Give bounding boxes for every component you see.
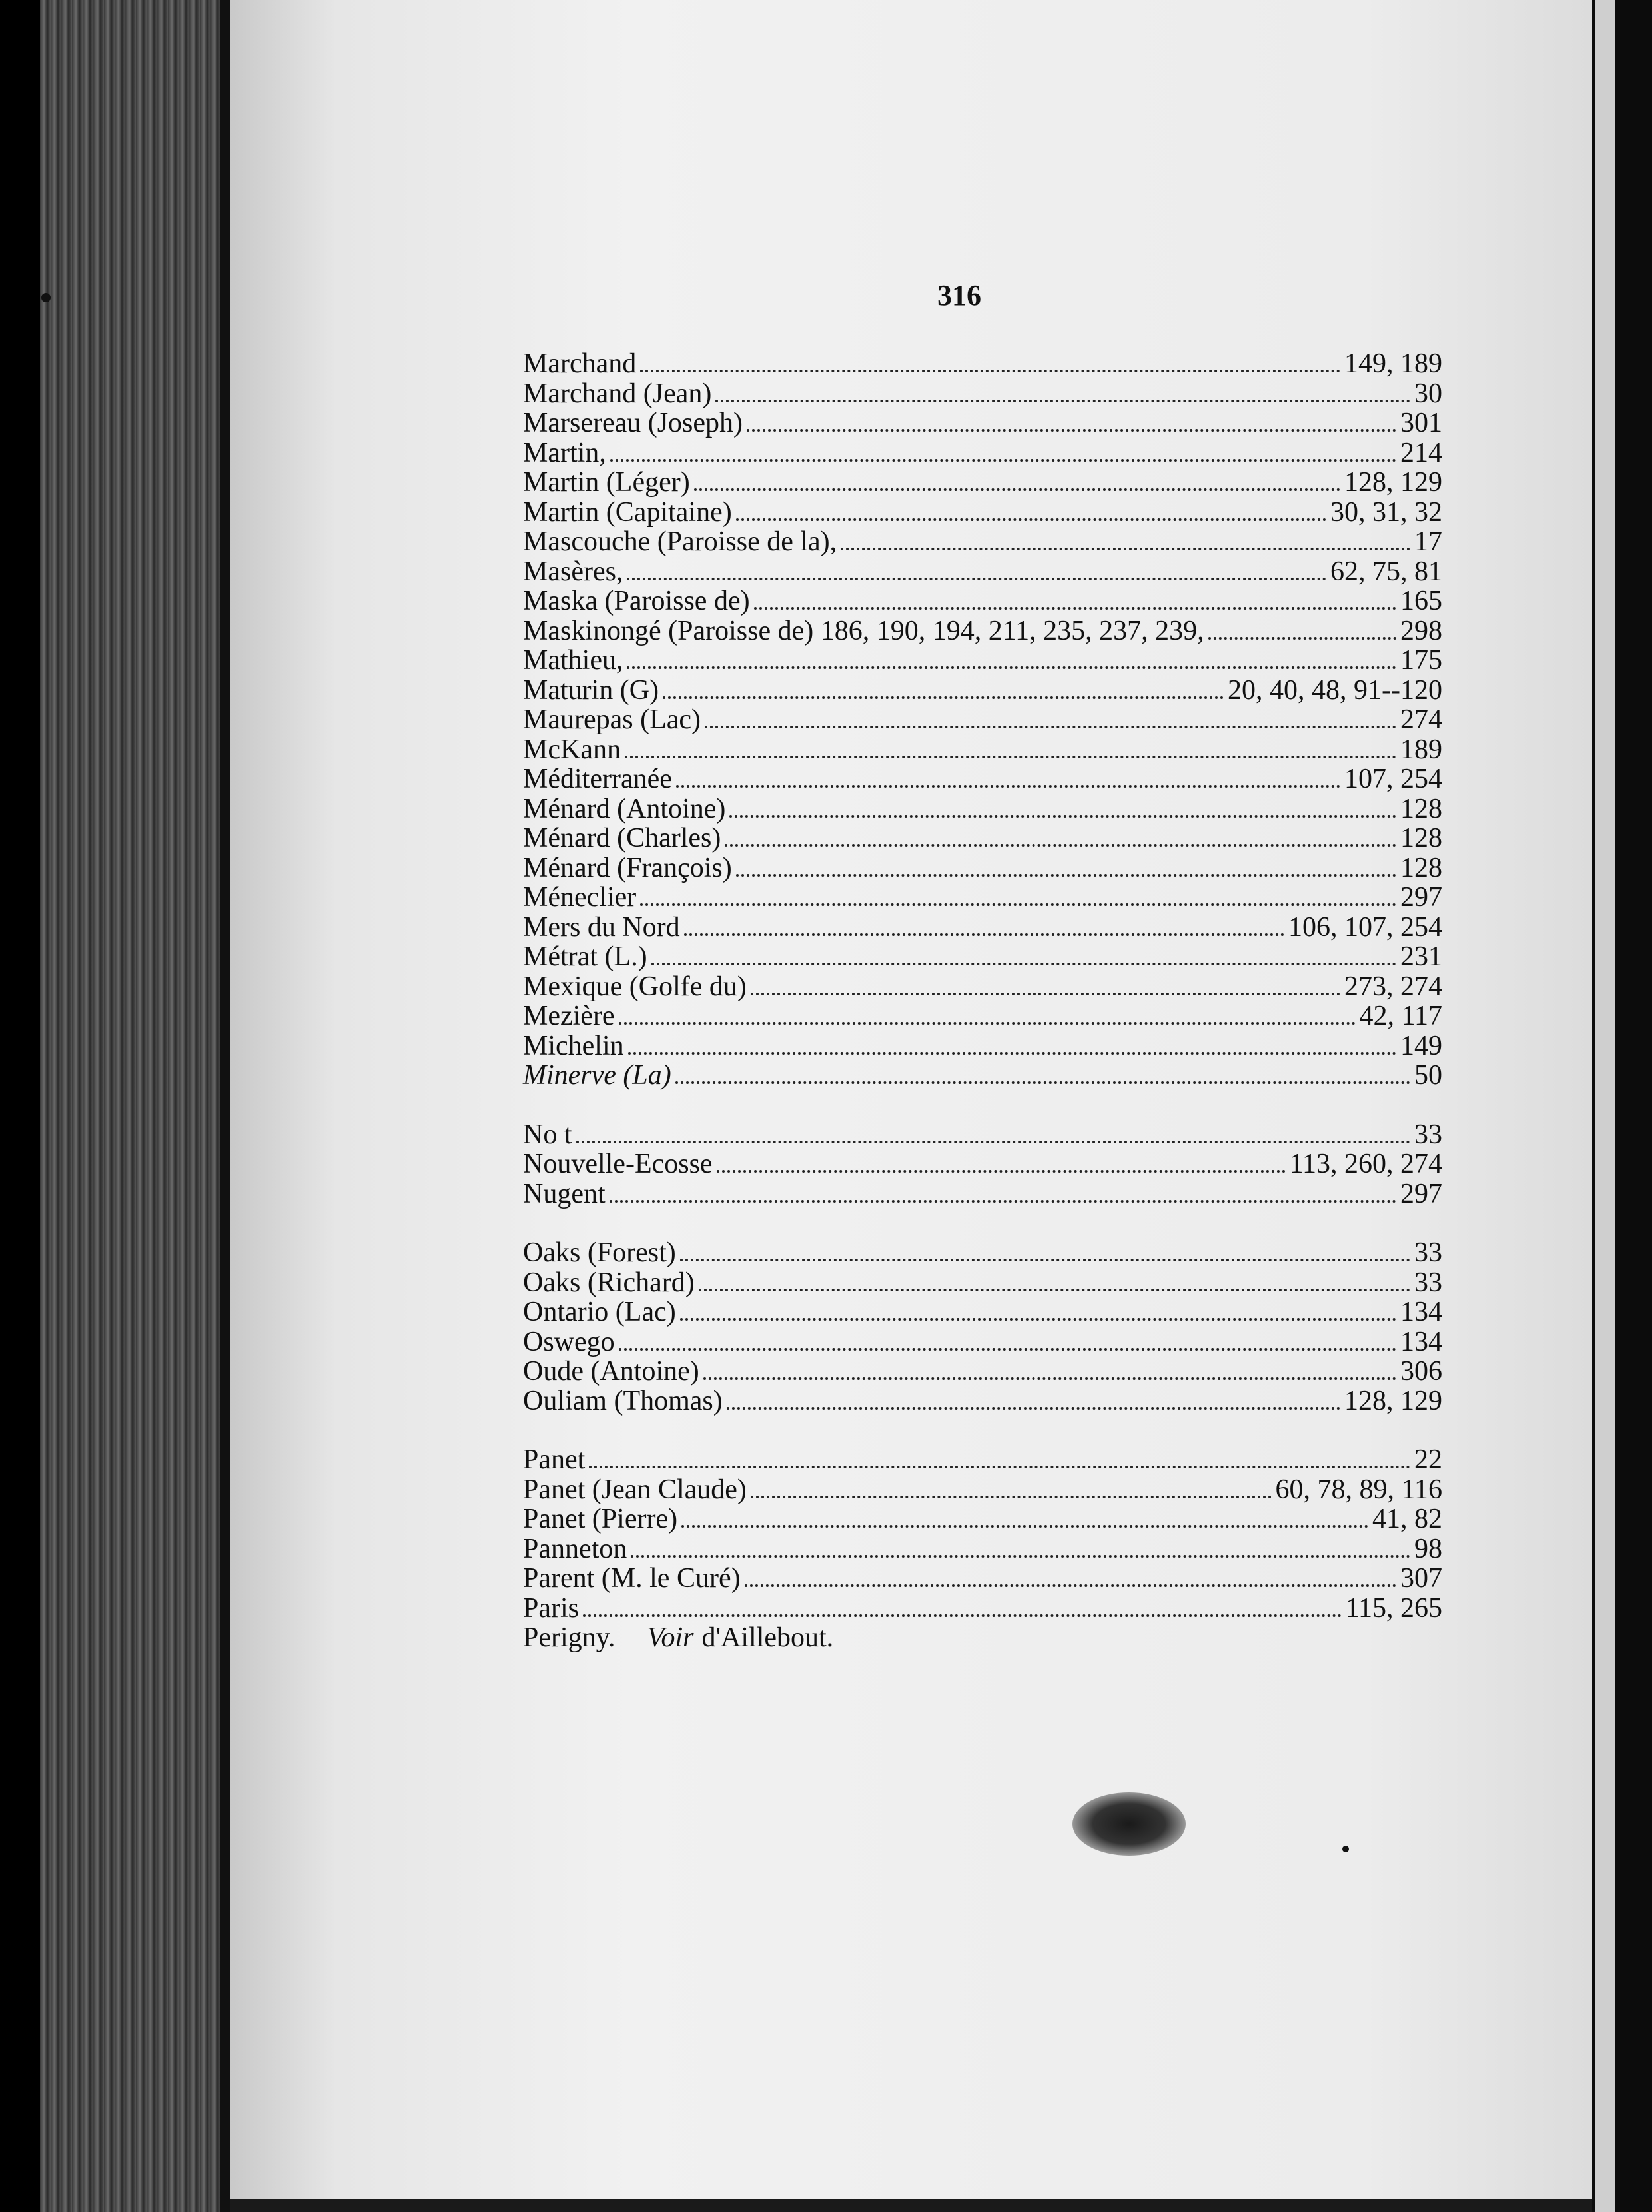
index-entry xyxy=(523,852,1442,882)
entry-name: Panet xyxy=(523,1444,586,1475)
ink-smudge xyxy=(1072,1792,1186,1856)
entry-name: Michelin xyxy=(523,1030,624,1061)
entry-pages: 33 xyxy=(1414,1237,1442,1268)
entry-name: Parent (M. le Curé) xyxy=(523,1563,741,1594)
cross-reference-voir: Voir xyxy=(647,1622,694,1653)
index-entry xyxy=(523,941,1442,971)
entry-name: Marchand (Jean) xyxy=(523,378,712,409)
index-entry xyxy=(523,437,1442,467)
entry-pages: 62, 75, 81 xyxy=(1330,556,1442,587)
dot-leader xyxy=(681,1525,1368,1528)
index-entry xyxy=(523,1296,1442,1326)
cross-reference-name: Perigny. xyxy=(523,1622,616,1653)
entry-pages: 22 xyxy=(1414,1444,1442,1475)
dot-leader xyxy=(651,963,1396,965)
entry-name: Oude (Antoine) xyxy=(523,1356,699,1386)
dot-leader xyxy=(751,1496,1272,1498)
entry-pages: 189 xyxy=(1400,734,1442,765)
dot-leader xyxy=(628,1052,1396,1055)
index-entry xyxy=(523,1059,1442,1089)
dot-leader xyxy=(576,1141,1411,1143)
index-entry xyxy=(523,526,1442,556)
dot-leader xyxy=(680,1318,1396,1321)
entry-pages: 307 xyxy=(1400,1563,1442,1594)
entry-name: Oaks (Forest) xyxy=(523,1237,676,1268)
dot-leader xyxy=(754,607,1396,610)
entry-name: Méneclier xyxy=(523,882,637,913)
index-entry xyxy=(523,1444,1442,1474)
entry-pages: 128 xyxy=(1400,793,1442,824)
entry-name: Marchand xyxy=(523,348,637,379)
index-entry xyxy=(523,1503,1442,1533)
index-entry xyxy=(523,971,1442,1001)
index-entry xyxy=(523,1592,1442,1622)
cross-reference-target: d'Aillebout. xyxy=(701,1622,834,1653)
dot-leader xyxy=(610,459,1396,462)
entry-pages: 17 xyxy=(1414,526,1442,557)
dot-leader xyxy=(663,696,1224,699)
entry-name: Maskinongé (Paroisse de) 186, 190, 194, 211, 235, 237, 239, xyxy=(523,615,1204,646)
dot-leader xyxy=(627,578,1326,580)
entry-pages: 165 xyxy=(1400,586,1442,616)
dot-leader xyxy=(619,1348,1396,1351)
entry-pages: 60, 78, 89, 116 xyxy=(1275,1474,1442,1505)
index-entry xyxy=(523,348,1442,378)
index-entry xyxy=(523,763,1442,793)
entry-pages: 306 xyxy=(1400,1356,1442,1386)
entry-pages: 42, 117 xyxy=(1359,1001,1442,1031)
book-spine xyxy=(40,0,240,2212)
entry-pages: 30 xyxy=(1414,378,1442,409)
index-entry xyxy=(523,1030,1442,1060)
dot-leader xyxy=(703,1377,1396,1380)
entry-name: Panet (Pierre) xyxy=(523,1504,678,1534)
index-entry xyxy=(523,704,1442,734)
dot-leader xyxy=(1208,637,1396,640)
entry-name: Mathieu, xyxy=(523,645,623,676)
entry-pages: 128 xyxy=(1400,823,1442,853)
entry-pages: 128, 129 xyxy=(1344,1385,1442,1416)
entry-name: Martin (Capitaine) xyxy=(523,496,732,528)
dot-leader xyxy=(640,903,1396,906)
entry-name: Ménard (Charles) xyxy=(523,823,721,853)
entry-name: Ménard (Antoine) xyxy=(523,793,726,824)
entry-pages: 231 xyxy=(1400,941,1442,972)
index-entry xyxy=(523,615,1442,645)
dot-leader xyxy=(694,488,1340,491)
entry-pages: 149 xyxy=(1400,1030,1442,1061)
index-entry xyxy=(523,466,1442,496)
dot-leader xyxy=(640,370,1340,372)
entry-name: Méditerranée xyxy=(523,764,672,794)
dot-leader xyxy=(841,548,1410,550)
section-gap xyxy=(523,1089,1442,1119)
entry-pages: 33 xyxy=(1414,1267,1442,1298)
entry-name: Maturin (G) xyxy=(523,674,659,706)
index-entry xyxy=(523,1474,1442,1504)
cross-reference-entry xyxy=(523,1622,1442,1652)
entry-pages: 297 xyxy=(1400,1178,1442,1209)
entry-name: Nugent xyxy=(523,1178,606,1209)
entry-name: Ontario (Lac) xyxy=(523,1297,676,1327)
entry-name: Ouliam (Thomas) xyxy=(523,1385,723,1416)
entry-pages: 301 xyxy=(1400,408,1442,438)
index-entry xyxy=(523,644,1442,674)
entry-pages: 107, 254 xyxy=(1344,764,1442,794)
entry-pages: 115, 265 xyxy=(1345,1592,1442,1624)
dot-leader xyxy=(684,933,1284,936)
entry-pages: 106, 107, 254 xyxy=(1288,911,1442,943)
entry-name: Mexique (Golfe du) xyxy=(523,971,747,1002)
index-entry xyxy=(523,556,1442,586)
dot-leader xyxy=(627,666,1396,669)
entry-name: Masères, xyxy=(523,556,623,587)
dot-leader xyxy=(610,1200,1396,1203)
entry-name: Martin, xyxy=(523,437,606,468)
section-gap xyxy=(523,1414,1442,1444)
index-entries xyxy=(523,348,1442,1652)
entry-pages: 33 xyxy=(1414,1119,1442,1150)
index-entry xyxy=(523,1178,1442,1208)
index-entry xyxy=(523,496,1442,526)
entry-name: Minerve (La) xyxy=(523,1060,671,1091)
entry-name: Panneton xyxy=(523,1533,627,1564)
index-entry xyxy=(523,1355,1442,1385)
entry-name: Paris xyxy=(523,1592,579,1624)
entry-pages: 128 xyxy=(1400,852,1442,883)
entry-name: Maska (Paroisse de) xyxy=(523,586,750,616)
dot-leader xyxy=(729,815,1396,818)
entry-pages: 134 xyxy=(1400,1297,1442,1327)
entry-pages: 149, 189 xyxy=(1344,348,1442,379)
entry-pages: 50 xyxy=(1414,1060,1442,1091)
entry-name: Panet (Jean Claude) xyxy=(523,1474,747,1505)
entry-pages: 20, 40, 48, 91--120 xyxy=(1228,674,1442,706)
entry-pages: 134 xyxy=(1400,1326,1442,1357)
entry-pages: 214 xyxy=(1400,437,1442,468)
dot-leader xyxy=(736,518,1326,521)
index-entry xyxy=(523,378,1442,408)
index-entry xyxy=(523,585,1442,615)
index-entry xyxy=(523,1267,1442,1297)
dot-leader xyxy=(589,1466,1410,1468)
entry-name: Nouvelle-Ecosse xyxy=(523,1149,713,1179)
index-entry xyxy=(523,1000,1442,1030)
dot-leader xyxy=(680,1259,1410,1261)
index-entry xyxy=(523,1119,1442,1149)
index-entry xyxy=(523,734,1442,764)
index-entry xyxy=(523,793,1442,823)
entry-pages: 297 xyxy=(1400,882,1442,913)
dot-leader xyxy=(676,785,1340,788)
entry-name: Mascouche (Paroisse de la), xyxy=(523,526,837,557)
dot-leader xyxy=(751,993,1340,995)
entry-name: Mezière xyxy=(523,1001,615,1031)
index-entry xyxy=(523,822,1442,852)
index-entry xyxy=(523,911,1442,941)
entry-pages: 298 xyxy=(1400,615,1442,646)
dot-leader xyxy=(747,429,1396,432)
index-entry xyxy=(523,1237,1442,1267)
entry-name: Marsereau (Joseph) xyxy=(523,408,743,438)
entry-name: Martin (Léger) xyxy=(523,467,690,498)
dot-leader xyxy=(705,726,1396,728)
entry-name: Oaks (Richard) xyxy=(523,1267,695,1298)
index-entry xyxy=(523,1385,1442,1415)
dot-leader xyxy=(675,1081,1410,1084)
ink-speck xyxy=(41,293,51,302)
dot-leader xyxy=(631,1555,1410,1558)
dot-leader xyxy=(715,400,1410,402)
ink-speck xyxy=(1342,1846,1349,1852)
dot-leader xyxy=(583,1614,1342,1617)
entry-name: No t xyxy=(523,1119,572,1150)
entry-name: Oswego xyxy=(523,1326,615,1357)
entry-pages: 274 xyxy=(1400,704,1442,735)
index-entry xyxy=(523,1533,1442,1563)
dot-leader xyxy=(725,844,1396,847)
section-gap xyxy=(523,1207,1442,1237)
index-entry xyxy=(523,1326,1442,1356)
dot-leader xyxy=(727,1407,1340,1410)
bottom-scan-edge xyxy=(230,2199,1592,2212)
dot-leader xyxy=(745,1584,1396,1587)
entry-pages: 30, 31, 32 xyxy=(1330,496,1442,528)
dot-leader xyxy=(736,874,1396,877)
entry-name: Mers du Nord xyxy=(523,911,680,943)
entry-pages: 98 xyxy=(1414,1533,1442,1564)
index-entry xyxy=(523,1148,1442,1178)
index-entry xyxy=(523,881,1442,911)
entry-name: Métrat (L.) xyxy=(523,941,647,972)
entry-pages: 41, 82 xyxy=(1372,1504,1442,1534)
entry-pages: 273, 274 xyxy=(1344,971,1442,1002)
index-entry xyxy=(523,1562,1442,1592)
entry-name: McKann xyxy=(523,734,621,765)
dot-leader xyxy=(717,1170,1286,1173)
entry-pages: 113, 260, 274 xyxy=(1289,1149,1442,1179)
entry-pages: 128, 129 xyxy=(1344,467,1442,498)
entry-pages: 175 xyxy=(1400,645,1442,676)
page-number: 316 xyxy=(937,279,981,312)
entry-name: Ménard (François) xyxy=(523,852,732,883)
entry-name: Maurepas (Lac) xyxy=(523,704,701,735)
dot-leader xyxy=(625,756,1396,758)
dot-leader xyxy=(619,1022,1356,1025)
dot-leader xyxy=(699,1289,1410,1291)
next-page-sliver xyxy=(1595,0,1615,2212)
index-entry xyxy=(523,407,1442,437)
index-entry xyxy=(523,674,1442,704)
